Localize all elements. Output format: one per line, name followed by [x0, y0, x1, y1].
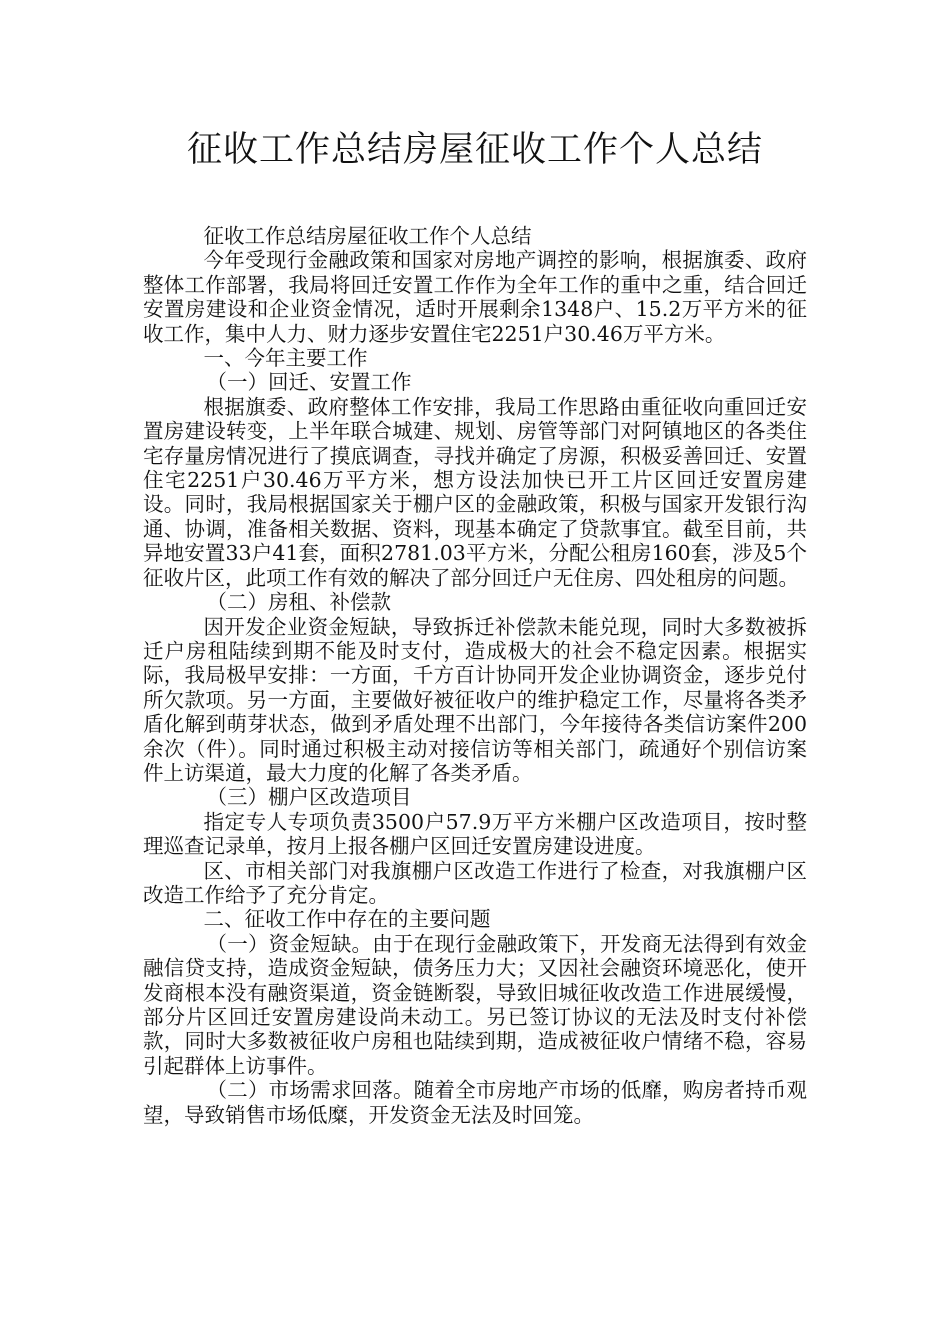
body-paragraph: 区、市相关部门对我旗棚户区改造工作进行了检查，对我旗棚户区改造工作给予了充分肯定。: [143, 858, 807, 907]
intro-paragraph: 今年受现行金融政策和国家对房地产调控的影响，根据旗委、政府整体工作部署，我局将回迁安置工作作为全年工作的重中之重，结合回迁安置房建设和企业资金情况，适时开展剩余1348户、15.2万平方米的征收工作，集中人力、财力逐步安置住宅2251户30.46万平方米。: [143, 248, 807, 346]
subsection-heading-1-1: （一）回迁、安置工作: [206, 370, 412, 395]
section-heading-2: 二、征收工作中存在的主要问题: [203, 907, 491, 932]
subsection-paragraph-2-2: （二）市场需求回落。随着全市房地产市场的低靡，购房者持币观望，导致销售市场低糜，开发资金无法及时回笼。: [143, 1078, 807, 1127]
section-heading-1: 一、今年主要工作: [203, 346, 368, 371]
document-body: [143, 224, 807, 1127]
subsection-paragraph-2-1: （一）资金短缺。由于在现行金融政策下，开发商无法得到有效金融信贷支持，造成资金短缺，债务压力大；又因社会融资环境恶化，使开发商根本没有融资渠道，资金链断裂，导致旧城征收改造工作进展缓慢，部分片区回迁安置房建设尚未动工。另已签订协议的无法及时支付补偿款，同时大多数被征收户房租也陆续到期，造成被征收户情绪不稳，容易引起群体上访事件。: [143, 931, 807, 1078]
body-paragraph: 因开发企业资金短缺，导致拆迁补偿款未能兑现，同时大多数被拆迁户房租陆续到期不能及时支付，造成极大的社会不稳定因素。根据实际，我局极早安排：一方面，千方百计协同开发企业协调资金，逐步兑付所欠款项。另一方面，主要做好被征收户的维护稳定工作，尽量将各类矛盾化解到萌芽状态，做到矛盾处理不出部门，今年接待各类信访案件200余次（件）。同时通过积极主动对接信访等相关部门，疏通好个别信访案件上访渠道，最大力度的化解了各类矛盾。: [143, 614, 807, 785]
subtitle-paragraph: 征收工作总结房屋征收工作个人总结: [203, 224, 532, 248]
body-paragraph: 指定专人专项负责3500户57.9万平方米棚户区改造项目，按时整理巡查记录单，按月上报各棚户区回迁安置房建设进度。: [143, 809, 807, 859]
document-title: 征收工作总结房屋征收工作个人总结: [186, 130, 763, 170]
subsection-heading-1-3: （三）棚户区改造项目: [206, 785, 412, 810]
body-paragraph: 根据旗委、政府整体工作安排，我局工作思路由重征收向重回迁安置房建设转变，上半年联合城建、规划、房管等部门对阿镇地区的各类住宅存量房情况进行了摸底调查，寻找并确定了房源，积极妥善回迁、安置住宅2251户30.46万平方米，想方设法加快已开工片区回迁安置房建设。同时，我局根据国家关于棚户区的金融政策，积极与国家开发银行沟通、协调，准备相关数据、资料，现基本确定了贷款事宜。截至目前，共异地安置33户41套，面积2781.03平方米，分配公租房160套，涉及5个征收片区，此项工作有效的解决了部分回迁户无住房、四处租房的问题。: [143, 394, 807, 590]
subsection-heading-1-2: （二）房租、补偿款: [206, 590, 392, 615]
